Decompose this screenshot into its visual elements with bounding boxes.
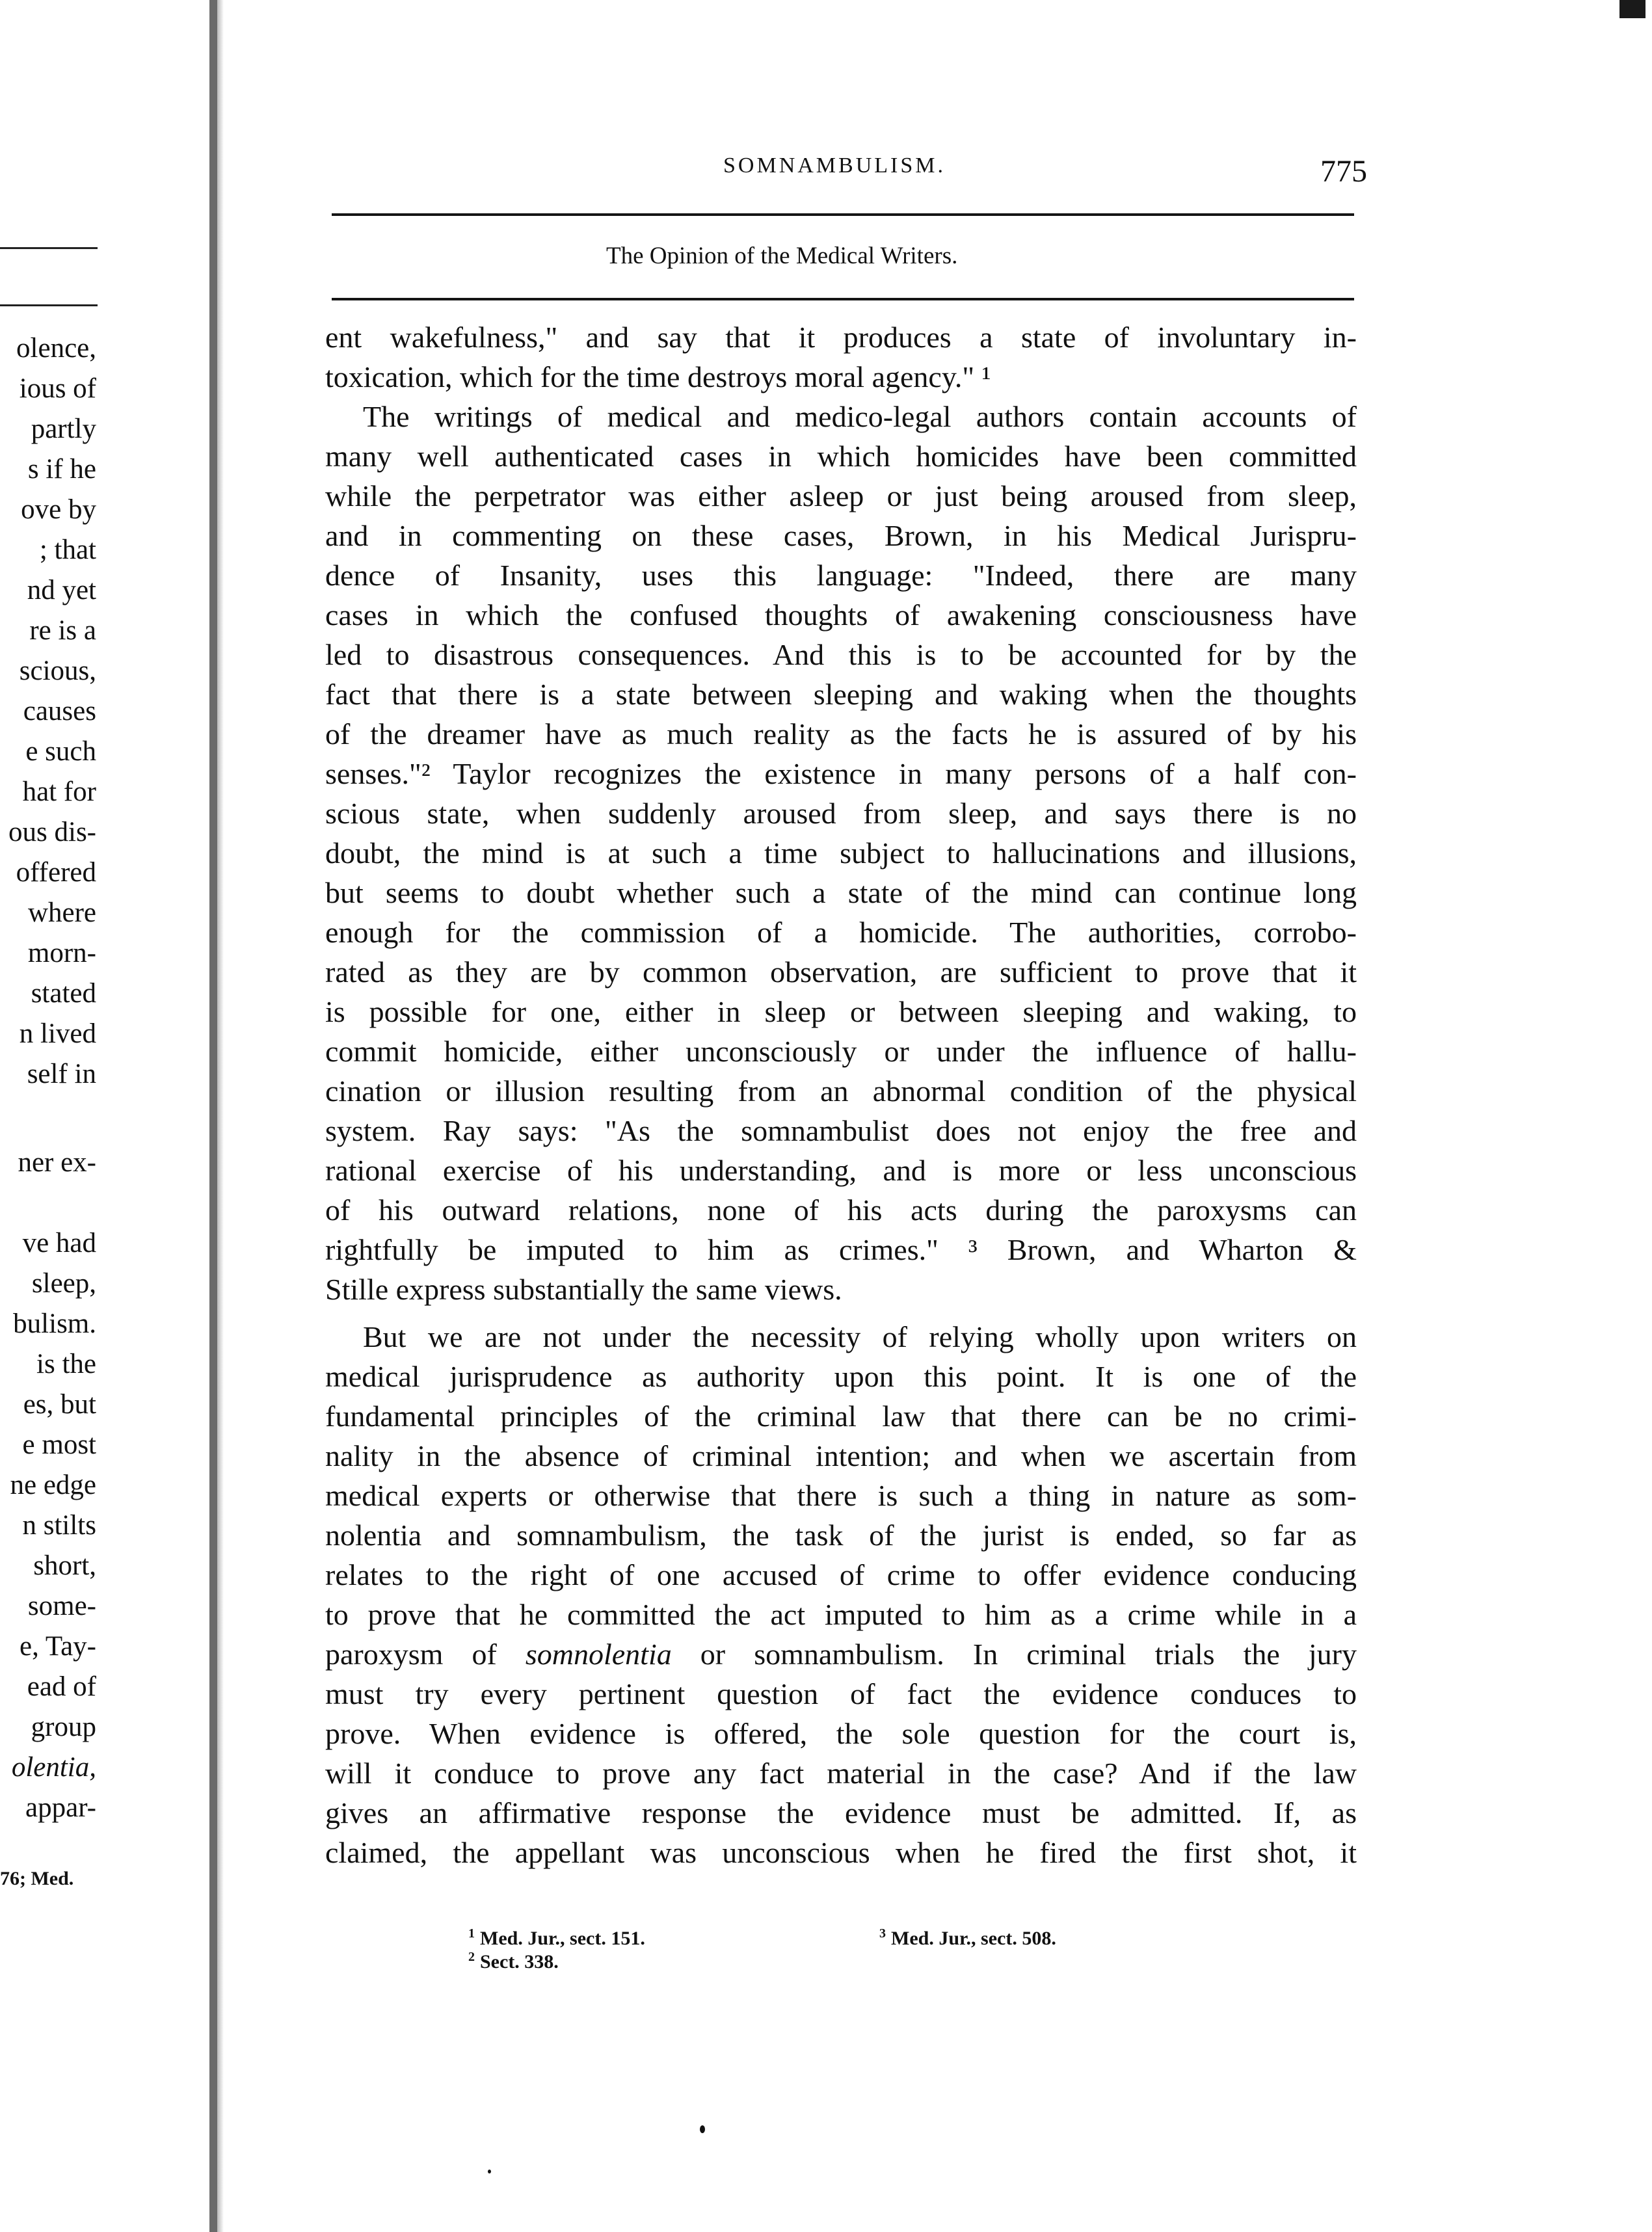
facing-line: causes — [23, 696, 96, 726]
facing-rule-top — [0, 247, 98, 249]
facing-line: group — [31, 1712, 96, 1742]
text-line: of his outward relations, none of his acts during the paroxysms can — [325, 1193, 1357, 1227]
facing-line: is the — [36, 1349, 96, 1379]
scan-speck — [700, 2125, 705, 2133]
facing-line: olence, — [16, 333, 96, 364]
text-line: rated as they are by common observation, are sufficient to prove that it — [325, 955, 1357, 989]
text-run: paroxysm of — [325, 1638, 526, 1671]
facing-line: hat for — [22, 777, 96, 807]
scan-frame-edge — [1614, 0, 1652, 2232]
facing-line: ner ex- — [18, 1147, 96, 1178]
text-line: scious state, when suddenly aroused from sleep, and says there is no — [325, 797, 1357, 830]
paragraph-start-line: The writings of medical and medico-legal authors contain accounts of — [363, 400, 1357, 433]
text-line: nality in the absence of criminal intention; and when we ascertain from — [325, 1439, 1357, 1472]
text-line: prove. When evidence is offered, the sole question for the court is, — [325, 1717, 1357, 1750]
facing-line: ne edge — [10, 1470, 96, 1500]
text-line: enough for the commission of a homicide. The authorities, corrobo- — [325, 916, 1357, 949]
text-line: toxication, which for the time destroys moral agency." ¹ — [325, 360, 991, 393]
facing-line: bulism. — [13, 1309, 96, 1339]
facing-line: scious, — [19, 656, 96, 686]
footnote-text: Sect. 338. — [480, 1951, 559, 1973]
facing-line: ove by — [21, 494, 96, 525]
text-line: medical jurisprudence as authority upon this point. It is one of the — [325, 1360, 1357, 1393]
facing-line: some- — [27, 1591, 96, 1621]
facing-rule-bottom — [0, 304, 98, 306]
text-line: system. Ray says: "As the somnambulist does not enjoy the free and — [325, 1114, 1357, 1147]
footnote-1 — [468, 1926, 645, 1950]
paragraph-start-line: But we are not under the necessity of relying wholly upon writers on — [363, 1320, 1357, 1353]
text-line: fundamental principles of the criminal law that there can be no crimi- — [325, 1400, 1357, 1433]
book-gutter-edge — [217, 0, 224, 2232]
facing-line: e such — [25, 736, 96, 767]
facing-line: re is a — [29, 615, 96, 646]
facing-line: ve had — [22, 1228, 96, 1258]
facing-line: olentia, — [11, 1752, 96, 1783]
book-gutter-shadow — [209, 0, 217, 2232]
facing-line: partly — [31, 414, 96, 444]
facing-line: nd yet — [27, 575, 96, 605]
facing-line: appar- — [25, 1792, 96, 1823]
text-line: doubt, the mind is at such a time subject to hallucinations and illusions, — [325, 836, 1357, 870]
footnote-2 — [468, 1950, 559, 1973]
text-line: relates to the right of one accused of crime to offer evidence conducing — [325, 1558, 1357, 1591]
facing-line: sleep, — [31, 1268, 96, 1299]
text-line: and in commenting on these cases, Brown, in his Medical Jurispru- — [325, 519, 1357, 552]
text-run: or somnambulism. In criminal trials the jury — [671, 1638, 1357, 1671]
text-line: claimed, the appellant was unconscious when he fired the first shot, it — [325, 1836, 1357, 1869]
facing-line: morn- — [27, 938, 96, 968]
facing-line: short, — [33, 1550, 96, 1581]
facing-line: e, Tay- — [20, 1631, 96, 1662]
facing-line: ious of — [19, 373, 96, 404]
footnote-marker: 1 — [468, 1926, 475, 1941]
facing-line: ead of — [27, 1671, 96, 1702]
facing-line: ous dis- — [8, 817, 96, 847]
footnote-marker: 3 — [879, 1926, 886, 1941]
text-line: fact that there is a state between sleeping and waking when the thoughts — [325, 678, 1357, 711]
text-line: medical experts or otherwise that there is such a thing in nature as som- — [325, 1479, 1357, 1512]
facing-line: n stilts — [22, 1510, 96, 1541]
text-line: but seems to doubt whether such a state of the mind can continue long — [325, 876, 1357, 909]
text-line: cination or illusion resulting from an abnormal condition of the physical — [325, 1074, 1357, 1108]
facing-line: self in — [27, 1059, 96, 1089]
text-line: commit homicide, either unconsciously or under the influence of hallu- — [325, 1035, 1357, 1068]
facing-page-fragment — [0, 0, 202, 2232]
text-line: gives an affirmative response the evidence must be admitted. If, as — [325, 1796, 1357, 1829]
facing-line: stated — [31, 978, 96, 1009]
section-subheading: The Opinion of the Medical Writers. — [606, 243, 958, 269]
facing-line: e most — [22, 1429, 96, 1460]
text-line-with-italic — [325, 1634, 1357, 1674]
footnote-text: Med. Jur., sect. 508. — [891, 1928, 1056, 1949]
text-line: Stille express substantially the same views. — [325, 1273, 842, 1306]
text-line: led to disastrous consequences. And this is to be accounted for by the — [325, 638, 1357, 671]
text-line: must try every pertinent question of fact the evidence conduces to — [325, 1677, 1357, 1710]
text-line: of the dreamer have as much reality as the facts he is assured of by his — [325, 717, 1357, 751]
running-title: SOMNAMBULISM. — [723, 153, 946, 178]
facing-footnote-fragment: 76; Med. — [0, 1868, 74, 1889]
facing-line: ; that — [39, 535, 96, 565]
text-line: rational exercise of his understanding, and is more or less unconscious — [325, 1154, 1357, 1187]
text-line: to prove that he committed the act imputed to him as a crime while in a — [325, 1598, 1357, 1631]
facing-line: es, but — [23, 1389, 96, 1420]
page-number: 775 — [1320, 154, 1367, 189]
text-line: many well authenticated cases in which homicides have been committed — [325, 440, 1357, 473]
text-line: ent wakefulness," and say that it produces a state of involuntary in- — [325, 321, 1357, 354]
text-line: dence of Insanity, uses this language: "Indeed, there are many — [325, 559, 1357, 592]
text-line: will it conduce to prove any fact material in the case? And if the law — [325, 1757, 1357, 1790]
facing-line: s if he — [27, 454, 96, 485]
text-line: nolentia and somnambulism, the task of the jurist is ended, so far as — [325, 1519, 1357, 1552]
footnote-marker: 2 — [468, 1950, 475, 1964]
facing-line: where — [27, 897, 96, 928]
text-line: while the perpetrator was either asleep or just being aroused from sleep, — [325, 479, 1357, 512]
text-line: senses."² Taylor recognizes the existence in many persons of a half con- — [325, 757, 1357, 790]
text-line: rightfully be imputed to him as crimes." ³ Brown, and Wharton & — [325, 1233, 1357, 1266]
facing-line: offered — [16, 857, 96, 888]
text-line: is possible for one, either in sleep or between sleeping and waking, to — [325, 995, 1357, 1028]
footnote-3 — [879, 1926, 1056, 1950]
text-line: cases in which the confused thoughts of awakening consciousness have — [325, 598, 1357, 631]
footnote-text: Med. Jur., sect. 151. — [480, 1928, 645, 1949]
facing-line: n lived — [19, 1018, 96, 1049]
header-rule-top — [332, 213, 1354, 216]
header-rule-bottom — [332, 298, 1354, 300]
italic-term: somnolentia — [525, 1638, 672, 1671]
body-text — [325, 317, 1357, 1872]
scan-speck — [488, 2170, 491, 2173]
